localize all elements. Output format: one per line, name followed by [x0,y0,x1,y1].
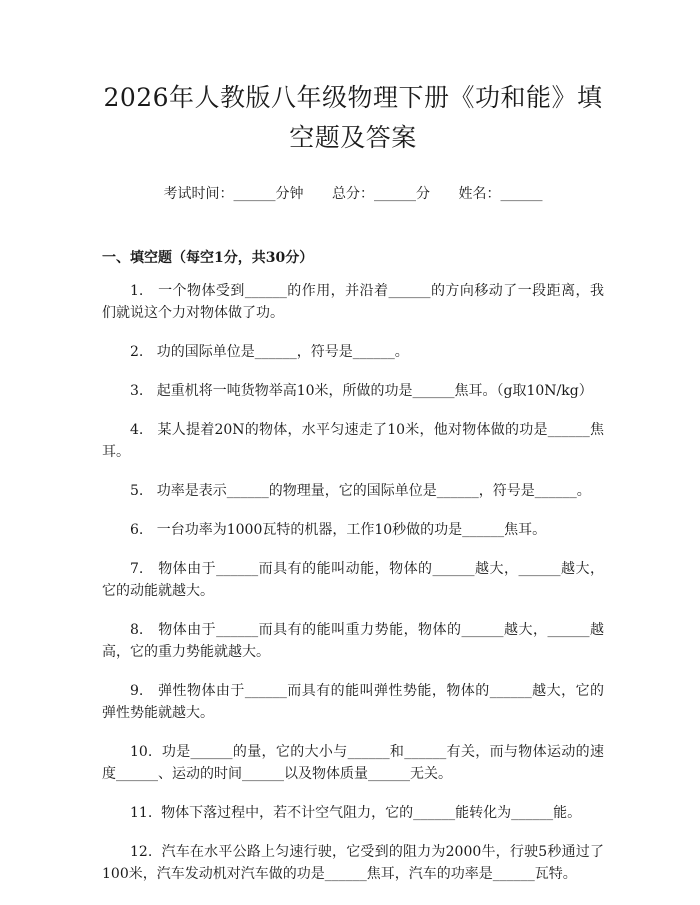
question-item [102,741,604,785]
question-text: 功是______的量，它的大小与______和______有关，而与物体运动的速度______、运动的时间______以及物体质量______无关。 [102,744,605,782]
question-text: 物体由于______而具有的能叫动能，物体的______越大，______越大，它的动能就越大。 [102,561,604,599]
question-text: 功率是表示______的物理量，它的国际单位是______，符号是______。 [156,483,591,499]
question-number: 1. [130,283,144,299]
question-number: 3. [130,383,144,399]
question-number: 11. [130,805,153,821]
section-title: 一、填空题（每空1分，共30分） [102,250,314,266]
question-item [102,480,604,502]
question-text: 物体由于______而具有的能叫重力势能，物体的______越大，______越高，它的重力势能就越大。 [102,622,604,660]
question-number: 9. [130,683,144,699]
question-item [102,519,604,541]
question-text: 一个物体受到______的作用，并沿着______的方向移动了一段距离，我们就说这个力对物体做了功。 [102,283,604,321]
total-score-field: 总分：______分 [332,186,430,202]
question-item [102,841,604,885]
question-text: 物体下落过程中，若不计空气阻力，它的______能转化为______能。 [161,805,582,821]
question-item [102,419,604,463]
question-item [102,558,604,602]
question-number: 2. [130,344,144,360]
question-number: 10. [130,744,153,760]
question-number: 4. [130,422,144,438]
question-number: 7. [130,561,144,577]
question-item [102,680,604,724]
exam-time-field: 考试时间：______分钟 [163,186,304,202]
question-list [102,280,604,885]
title-line-2: 空题及答案 [289,123,417,152]
document-title [102,78,604,158]
question-number: 12. [130,844,153,860]
question-text: 某人提着20N的物体，水平匀速走了10米，他对物体做的功是______焦耳。 [102,422,604,460]
question-text: 汽车在水平公路上匀速行驶，它受到的阻力为2000牛，行驶5秒通过了100米，汽车发动机对汽车做的功是______焦耳，汽车的功率是______瓦特。 [102,844,604,882]
name-field: 姓名：______ [458,186,543,202]
question-text: 起重机将一吨货物举高10米，所做的功是______焦耳。（g取10N/kg） [156,383,593,399]
question-item [102,380,604,402]
question-item [102,341,604,363]
question-text: 一台功率为1000瓦特的机器，工作10秒做的功是______焦耳。 [156,522,547,538]
question-number: 5. [130,483,144,499]
question-item [102,619,604,663]
question-text: 弹性物体由于______而具有的能叫弹性势能，物体的______越大，它的弹性势能就越大。 [102,683,604,721]
exam-meta [102,184,604,204]
question-number: 8. [130,622,144,638]
title-line-1: 2026年人教版八年级物理下册《功和能》填 [103,83,603,112]
question-number: 6. [130,522,144,538]
question-item [102,802,604,824]
question-text: 功的国际单位是______，符号是______。 [156,344,409,360]
question-item [102,280,604,324]
